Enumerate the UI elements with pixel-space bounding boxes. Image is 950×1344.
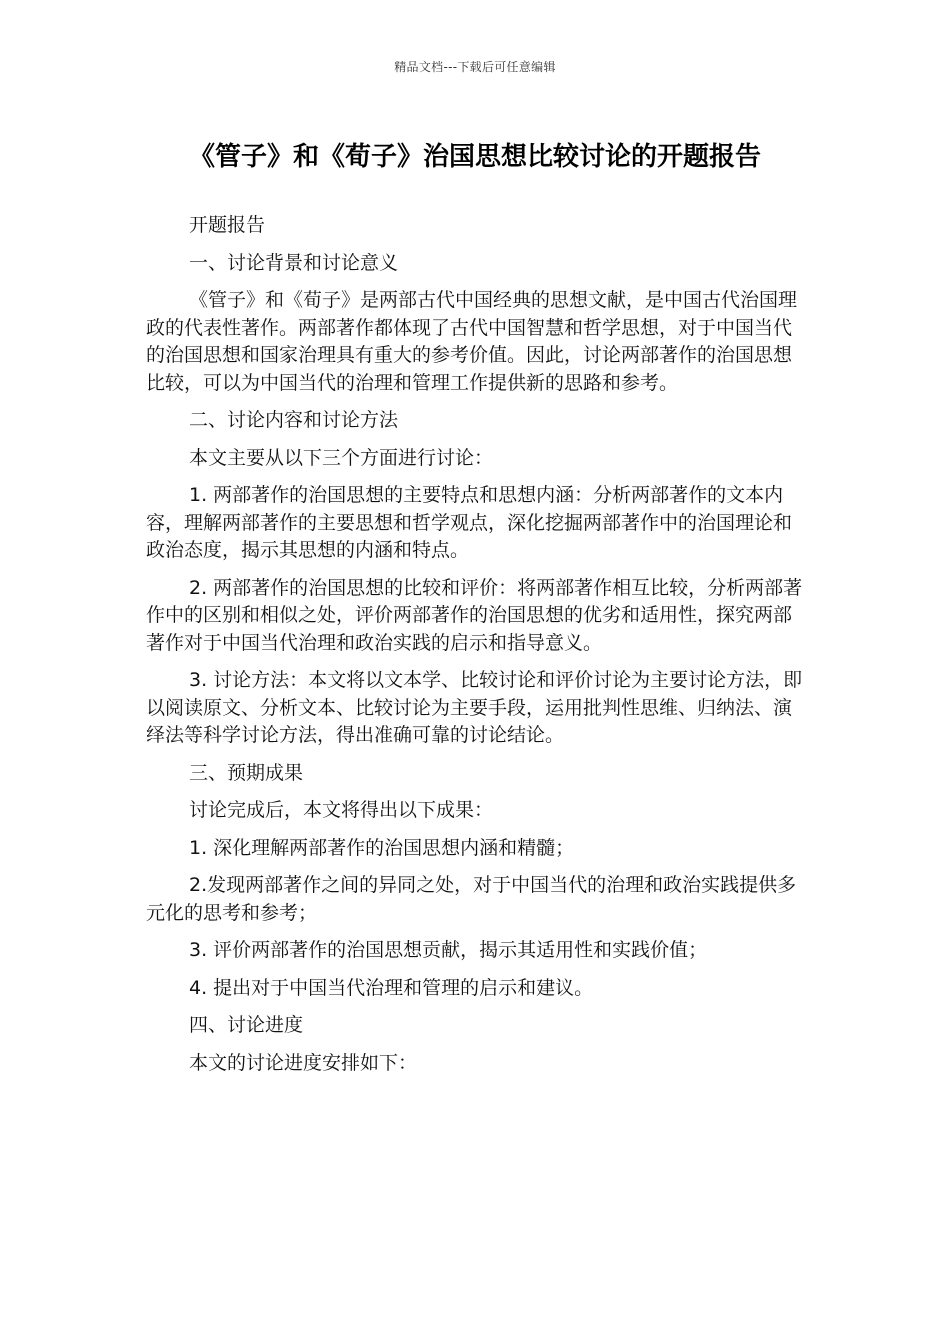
result-item-4: 4. 提出对于中国当代治理和管理的启示和建议。	[189, 976, 594, 999]
result-item-1: 1. 深化理解两部著作的治国思想内涵和精髓；	[189, 836, 575, 859]
document-body	[146, 212, 806, 1087]
section-heading-content-method: 二、讨论内容和讨论方法	[189, 409, 399, 431]
paragraph-intro: 本文主要从以下三个方面进行讨论：	[189, 446, 494, 469]
section-heading-progress: 四、讨论进度	[189, 1014, 304, 1036]
list-item-2: 2. 两部著作的治国思想的比较和评价：将两部著作相互比较，分析两部著作中的区别和相似之处，评价两部著作的治国思想的优劣和适用性，探究两部著作对于中国当代治理和政治实践的启示和指导意义。	[146, 576, 803, 654]
header-note: 精品文档---下载后可任意编辑	[394, 60, 556, 74]
section-heading-expected: 三、预期成果	[189, 761, 304, 784]
list-item-3: 3. 讨论方法：本文将以文本学、比较讨论和评价讨论为主要讨论方法，即以阅读原文、分析文本、比较讨论为主要手段，运用批判性思维、归纳法、演绎法等科学讨论方法，得出准确可靠的讨论结论。	[146, 669, 803, 746]
list-item-1: 1. 两部著作的治国思想的主要特点和思想内涵：分析两部著作的文本内容，理解两部著作的主要思想和哲学观点，深化挖掘两部著作中的治国理论和政治态度，揭示其思想的内涵和特点。	[146, 484, 793, 561]
section-heading-background: 一、讨论背景和讨论意义	[189, 251, 399, 274]
document-title: 《管子》和《荀子》治国思想比较讨论的开题报告	[188, 142, 761, 172]
result-item-3: 3. 评价两部著作的治国思想贡献，揭示其适用性和实践价值；	[189, 939, 708, 961]
paragraph-label: 开题报告	[189, 214, 266, 236]
paragraph-progress: 本文的讨论进度安排如下：	[189, 1051, 418, 1074]
result-item-2: 2.发现两部著作之间的异同之处，对于中国当代的治理和政治实践提供多元化的思考和参考；	[146, 874, 797, 924]
paragraph-background: 《管子》和《荀子》是两部古代中国经典的思想文献，是中国古代治国理政的代表性著作。两部著作都体现了古代中国智慧和哲学思想，对于中国当代的治国思想和国家治理具有重大的参考价值。因此，讨论两部著作的治国思想比较，可以为中国当代的治理和管理工作提供新的思路和参考。	[146, 289, 798, 394]
paragraph-expected-intro: 讨论完成后，本文将得出以下成果：	[189, 799, 494, 821]
